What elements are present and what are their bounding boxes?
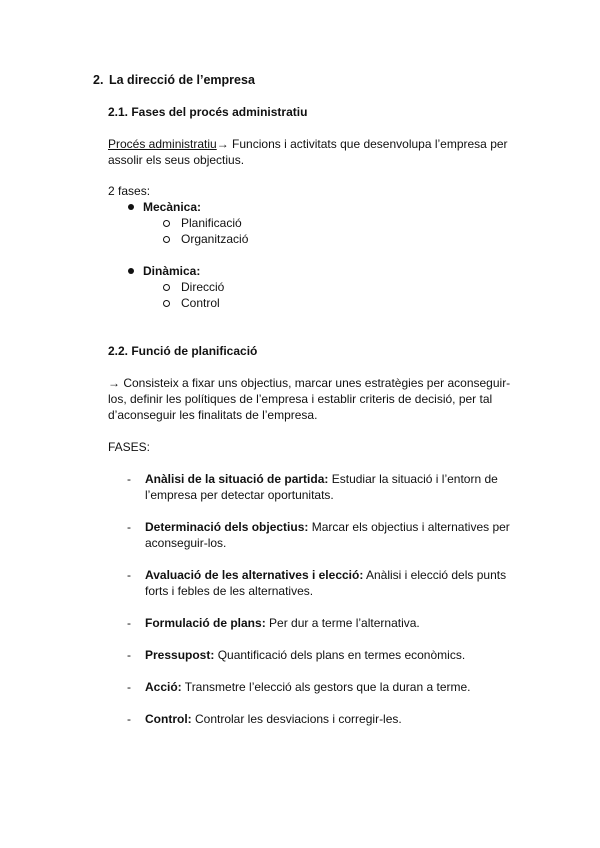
heading-number: 2. — [93, 73, 104, 87]
list-item — [127, 647, 527, 663]
definition-text: Funcions i activitats que desenvolupa l’empresa per assolir els seus objectius. — [108, 137, 508, 167]
group-label: Mecànica: — [143, 200, 202, 214]
list-item — [127, 615, 527, 631]
phase-term: Acció: — [145, 680, 182, 694]
phase-term: Determinació dels objectius: — [145, 520, 309, 534]
definition-paragraph — [108, 136, 518, 168]
bullet-icon — [128, 268, 134, 274]
fases-label: FASES: — [108, 440, 151, 454]
definition-arrow: → — [216, 137, 229, 151]
definition-term: Procés administratiu — [108, 137, 217, 151]
phase-description: Per dur a terme l’alternativa. — [265, 616, 420, 630]
section-2-title: 2.2. Funció de planificació — [108, 344, 258, 358]
dash-marker: - — [127, 568, 131, 582]
dash-marker: - — [127, 648, 131, 662]
planning-intro: → Consisteix a fixar uns objectius, marcar unes estratègies per aconseguir-los, definir les polítiques de l’empresa i establir criteris de decisió, per tal d’aconseguir les finalitats de l’empresa. — [108, 376, 511, 422]
phase-term: Avaluació de les alternatives i elecció: — [145, 568, 364, 582]
section-1-title: 2.1. Fases del procés administratiu — [108, 105, 308, 119]
sub-item-label: Direcció — [181, 280, 225, 294]
list-item — [127, 711, 527, 727]
list-item — [127, 519, 527, 551]
phase-description: Anàlisi i elecció dels punts forts i febles de les alternatives. — [145, 568, 507, 598]
dash-marker: - — [127, 472, 131, 486]
phase-description: Quantificació dels plans en termes econòmics. — [214, 648, 466, 662]
phase-term: Pressupost: — [145, 648, 215, 662]
phase-term: Control: — [145, 712, 192, 726]
phase-description: Estudiar la situació i l’entorn de l’empresa per detectar oportunitats. — [145, 472, 498, 502]
dash-marker: - — [127, 712, 131, 726]
sub-item-label: Planificació — [181, 216, 242, 230]
list-item — [127, 679, 527, 695]
circle-bullet-icon — [163, 284, 170, 291]
bullet-icon — [128, 204, 134, 210]
list-item — [127, 567, 527, 599]
phase-description: Transmetre l’elecció als gestors que la duran a terme. — [181, 680, 471, 694]
dash-marker: - — [127, 616, 131, 630]
dash-marker: - — [127, 520, 131, 534]
sub-item-label: Control — [181, 296, 220, 310]
fases-count: 2 fases: — [108, 184, 151, 198]
main-heading — [93, 72, 255, 88]
list-item — [127, 471, 527, 503]
heading-title: La direcció de l’empresa — [109, 73, 255, 87]
phase-description: Marcar els objectius i alternatives per aconseguir-los. — [145, 520, 510, 550]
circle-bullet-icon — [163, 220, 170, 227]
phase-description: Controlar les desviacions i corregir-les. — [191, 712, 402, 726]
sub-item-label: Organització — [181, 232, 249, 246]
phase-term: Formulació de plans: — [145, 616, 266, 630]
circle-bullet-icon — [163, 236, 170, 243]
dash-marker: - — [127, 680, 131, 694]
circle-bullet-icon — [163, 300, 170, 307]
group-label: Dinàmica: — [143, 264, 201, 278]
phase-term: Anàlisi de la situació de partida: — [145, 472, 329, 486]
